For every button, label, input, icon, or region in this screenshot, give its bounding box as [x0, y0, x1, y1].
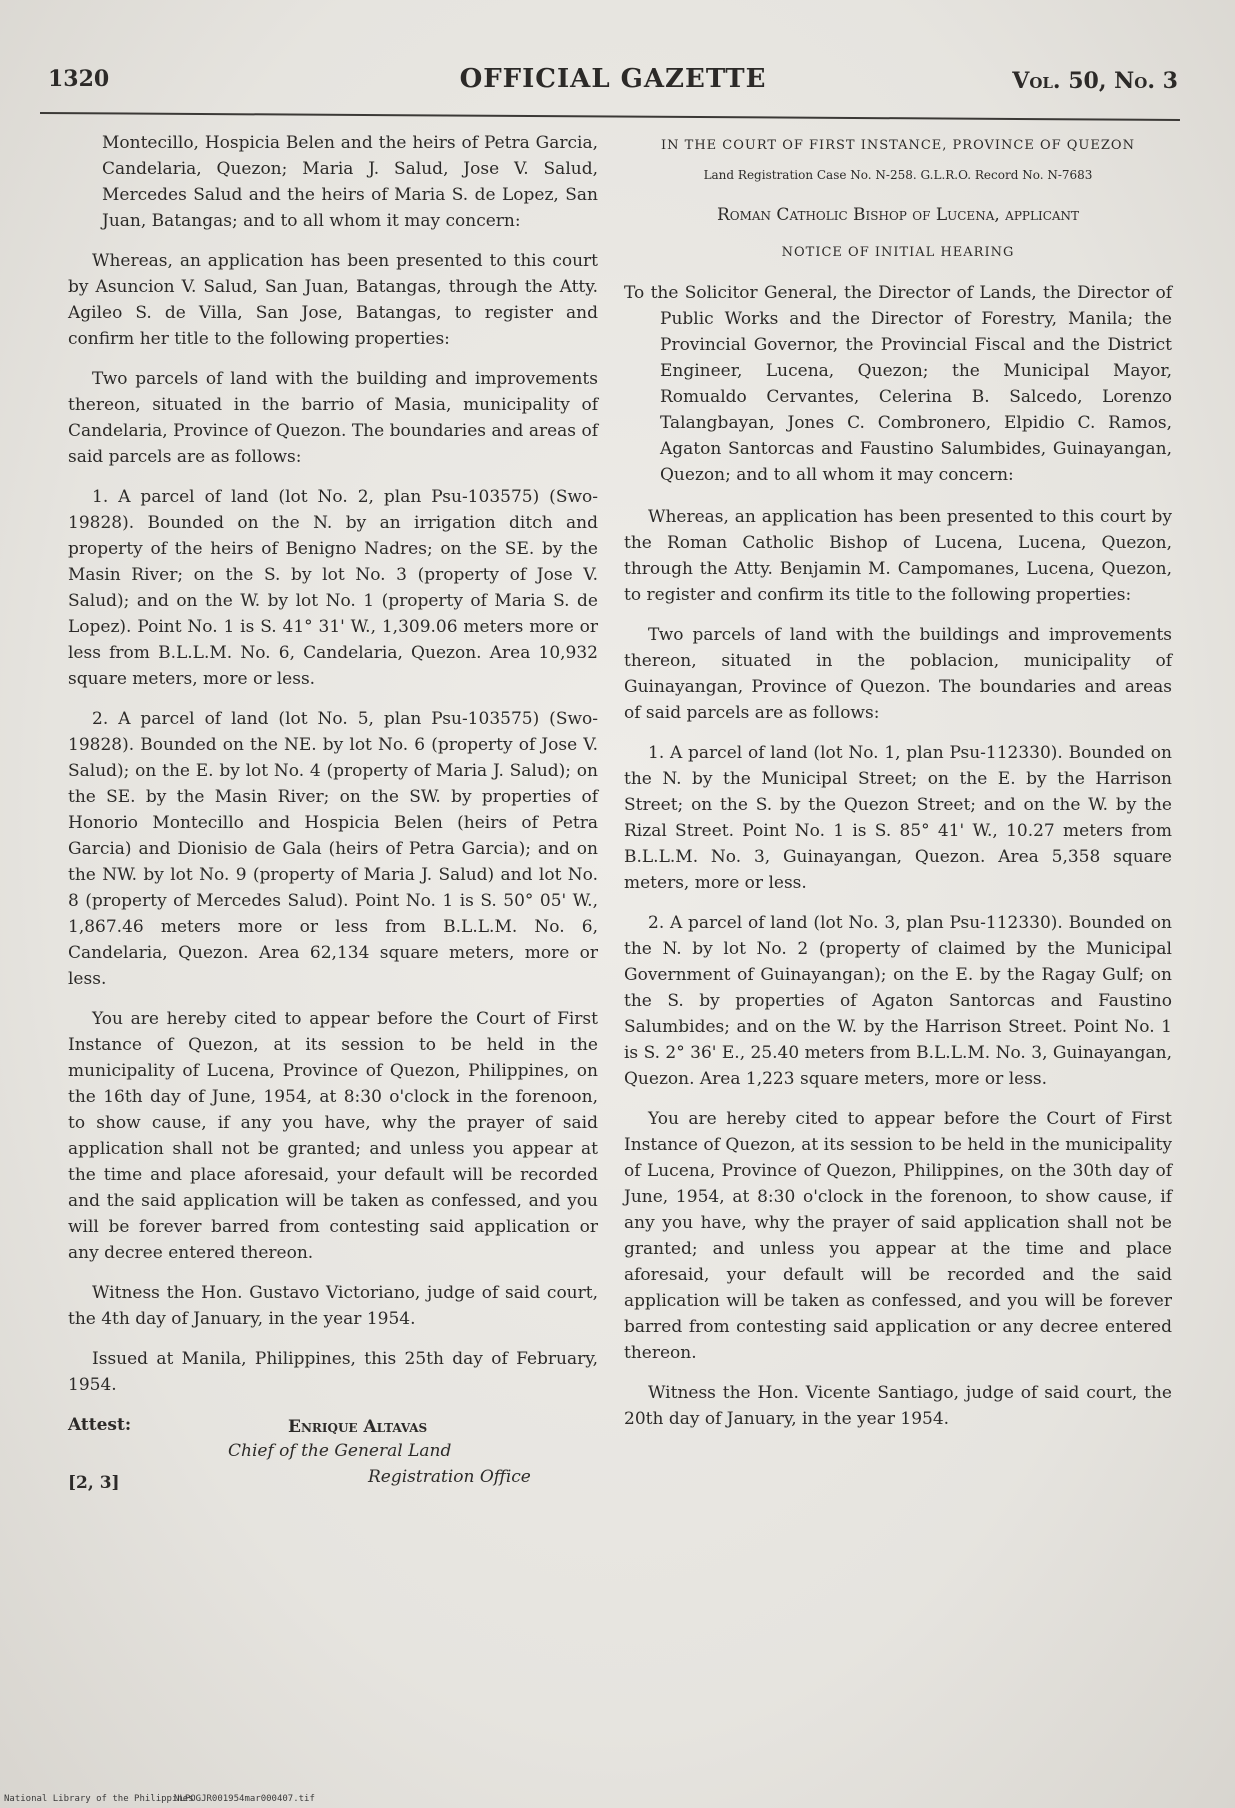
parcel-2-description: 2. A parcel of land (lot No. 3, plan Psu-112330). Bounded on the N. by lot No. 2 (property of claimed by the Municipal Government of Guinayangan); on the E. by the Ragay Gulf; on the S. by properties of Agaton Santorcas and Faustino Salumbides; and on the W. by the Harrison Street. Point No. 1 is S. 2° 36' E., 25.40 meters from B.L.L.M. No. 3, Guinayangan, Quezon. Area 1,223 square meters, more or less.	[624, 913, 1172, 1089]
page-header	[48, 66, 1178, 110]
application-paragraph: Whereas, an application has been presented to this court by Asuncion V. Salud, San Juan, Batangas, through the Atty. Agileo S. de Villa, San Jose, Batangas, to register and confirm her title to the following properties:	[68, 251, 598, 349]
parcels-intro: Two parcels of land with the buildings and improvements thereon, situated in the poblacion, municipality of Guinayangan, Province of Quezon. The boundaries and areas of said parcels are as follows:	[624, 625, 1172, 723]
witness-paragraph: Witness the Hon. Vicente Santiago, judge of said court, the 20th day of January, in the year 1954.	[624, 1383, 1172, 1429]
parcel-1-description: 1. A parcel of land (lot No. 1, plan Psu-112330). Bounded on the N. by the Municipal Street; on the E. by the Harrison Street; on the S. by the Quezon Street; and on the W. by the Rizal Street. Point No. 1 is S. 85° 41' W., 10.27 meters from B.L.L.M. No. 3, Guinayangan, Quezon. Area 5,358 square meters, more or less.	[624, 743, 1172, 893]
issue-reference: [2, 3]	[68, 1473, 120, 1493]
case-number: Land Registration Case No. N-258. G.L.R.O. Record No. N-7683	[703, 168, 1093, 182]
signer-title-line-2: Registration Office	[368, 1467, 531, 1487]
attest-label: Attest:	[68, 1415, 132, 1435]
library-credit: National Library of the Philippines	[4, 1794, 194, 1804]
parcel-2-description: 2. A parcel of land (lot No. 5, plan Psu-103575) (Swo-19828). Bounded on the NE. by lot No. 6 (property of Jose V. Salud); on the E. by lot No. 4 (property of Maria J. Salud); on the SE. by the Masin River; on the SW. by properties of Honorio Montecillo and Hospicia Belen (heirs of Petra Garcia) and Dionisio de Gala (heirs of Petra Garcia); and on the NW. by lot No. 9 (property of Maria J. Salud) and lot No. 8 (property of Mercedes Salud). Point No. 1 is S. 50° 05' W., 1,867.46 meters more or less from B.L.L.M. No. 6, Candelaria, Quezon. Area 62,134 square meters, more or less.	[68, 709, 598, 989]
attestation	[68, 1412, 598, 1504]
parcels-intro: Two parcels of land with the building and improvements thereon, situated in the barrio of Masia, municipality of Candelaria, Province of Quezon. The boundaries and areas of said parcels are as follows:	[68, 369, 598, 467]
volume-issue: Vol. 50, No. 3	[1012, 68, 1178, 94]
citation-paragraph: You are hereby cited to appear before the Court of First Instance of Quezon, at its session to be held in the municipality of Lucena, Province of Quezon, Philippines, on the 30th day of June, 1954, at 8:30 o'clock in the forenoon, to show cause, if any you have, why the prayer of said application shall not be granted; and unless you appear at the time and place aforesaid, your default will be recorded and the said application will be taken as confessed, and you will be forever barred from contesting said application or any decree entered thereon.	[624, 1109, 1172, 1363]
signer-title-line-1: Chief of the General Land	[228, 1441, 452, 1461]
left-column	[68, 130, 598, 1504]
parcel-1-description: 1. A parcel of land (lot No. 2, plan Psu-103575) (Swo-19828). Bounded on the N. by an irrigation ditch and property of the heirs of Benigno Nadres; on the SE. by the Masin River; on the S. by lot No. 3 (property of Jose V. Salud); and on the W. by lot No. 1 (property of Maria S. de Lopez). Point No. 1 is S. 41° 31' W., 1,309.06 meters more or less from B.L.L.M. No. 6, Candelaria, Quezon. Area 10,932 square meters, more or less.	[68, 487, 598, 689]
witness-paragraph: Witness the Hon. Gustavo Victoriano, judge of said court, the 4th day of January, in the year 1954.	[68, 1283, 598, 1329]
application-paragraph: Whereas, an application has been presented to this court by the Roman Catholic Bishop of Lucena, Lucena, Quezon, through the Atty. Benjamin M. Campomanes, Lucena, Quezon, to register and confirm its title to the following properties:	[624, 507, 1172, 605]
applicant-line: Roman Catholic Bishop of Lucena, applicant	[716, 205, 1080, 225]
publication-title: OFFICIAL GAZETTE	[459, 64, 767, 94]
addressee-continuation: Montecillo, Hospicia Belen and the heirs of Petra Garcia, Candelaria, Quezon; Maria J. Salud, Jose V. Salud, Mercedes Salud and the heirs of Maria S. de Lopez, San Juan, Batangas; and to all whom it may concern:	[102, 133, 598, 231]
signer-name: Enrique Altavas	[288, 1417, 428, 1437]
court-heading: IN THE COURT OF FIRST INSTANCE, PROVINCE OF QUEZON	[661, 138, 1135, 153]
page-number: 1320	[48, 66, 110, 92]
right-column	[624, 130, 1172, 1446]
issued-paragraph: Issued at Manila, Philippines, this 25th day of February, 1954.	[68, 1349, 598, 1395]
citation-paragraph: You are hereby cited to appear before the Court of First Instance of Quezon, at its session to be held in the municipality of Lucena, Province of Quezon, Philippines, on the 16th day of June, 1954, at 8:30 o'clock in the forenoon, to show cause, if any you have, why the prayer of said application shall not be granted; and unless you appear at the time and place aforesaid, your default will be recorded and the said application will be taken as confessed, and you will be forever barred from contesting said application or any decree entered thereon.	[68, 1009, 598, 1263]
header-rule	[40, 112, 1180, 121]
scan-filename: NLPOGJR001954mar000407.tif	[174, 1794, 315, 1804]
addressee-paragraph: To the Solicitor General, the Director of Lands, the Director of Public Works and the Director of Forestry, Manila; the Provincial Governor, the Provincial Fiscal and the District Engineer, Lucena, Quezon; the Municipal Mayor, Romualdo Cervantes, Celerina B. Salcedo, Lorenzo Talangbayan, Jones C. Combronero, Elpidio C. Ramos, Agaton Santorcas and Faustino Salumbides, Guinayangan, Quezon; and to all whom it may concern:	[624, 283, 1172, 485]
notice-title: NOTICE OF INITIAL HEARING	[781, 245, 1015, 260]
scan-footer	[0, 1786, 1235, 1808]
